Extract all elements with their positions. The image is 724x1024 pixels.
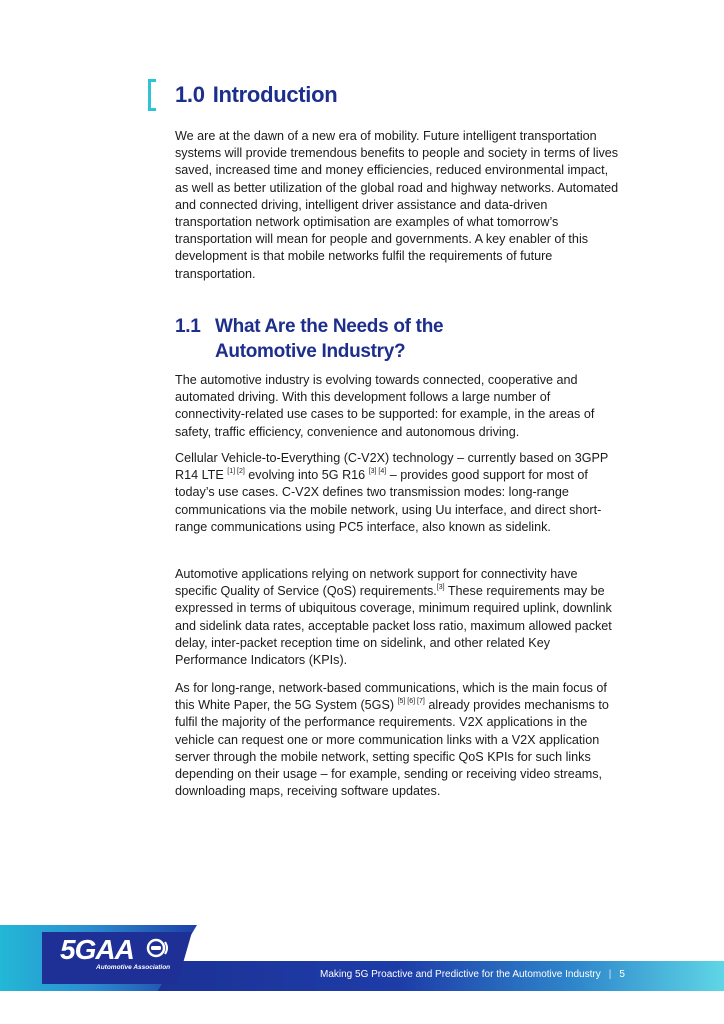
- section-title: Introduction: [212, 82, 338, 107]
- paragraph-text: Automotive applications relying on network support for connectivity have specific Quality of Service (QoS) requirements.: [175, 567, 578, 599]
- paragraph-text: These requirements may be expressed in terms of ubiquitous coverage, minimum required uplink, downlink and sidelink data rates, acceptable packet loss ratio, maximum allowed packet delay, inter-packet reception time on sidelink, and other related Key Performance Indicators (KPIs).: [175, 584, 612, 668]
- reference-marker: [3] [4]: [368, 468, 387, 476]
- paragraph-text: evolving into 5G R16: [244, 468, 369, 483]
- reference-marker: [3]: [436, 584, 445, 592]
- page-number: 5: [619, 969, 625, 980]
- section-number: 1.0: [175, 82, 205, 107]
- subsection-number: 1.1: [175, 316, 201, 337]
- paragraph-automotive-evolution: The automotive industry is evolving towards connected, cooperative and automated driving. With this development follows a large number of connectivity-related use cases to be supported: for example, in the areas of safety, traffic efficiency, convenience and autonomous driving.: [175, 373, 595, 439]
- subsection-title-line1: What Are the Needs of the: [215, 316, 444, 337]
- paragraph-5g-system: [175, 680, 620, 800]
- logo: 5GAA: [60, 934, 134, 965]
- logo-subtitle: Automotive Association: [96, 964, 171, 971]
- heading-bracket: [148, 79, 156, 111]
- paragraph-text: already provides mechanisms to fulfil the majority of the performance requirements. V2X applications in the vehicle can request one or more communication links with a V2X application server through the mobile network, setting specific QoS KPIs for such links depending on their usage – for example, sending or receiving video streams, downloading maps, receiving software updates.: [175, 698, 609, 799]
- reference-marker: [1] [2]: [227, 468, 245, 476]
- paragraph-text: As for long-range, network-based communications, which is the main focus of this White Paper, the 5G System (5GS): [175, 681, 607, 713]
- footer-caption: [320, 969, 625, 980]
- document-title: Making 5G Proactive and Predictive for the Automotive Industry: [320, 969, 601, 980]
- footer-separator: |: [608, 969, 612, 980]
- subsection-title-line2: Automotive Industry?: [215, 341, 406, 362]
- paragraph-text: Cellular Vehicle-to-Everything (C-V2X) technology – currently based on 3GPP R14 LTE: [175, 451, 609, 483]
- paragraph-qos-requirements: [175, 566, 620, 669]
- intro-paragraph: We are at the dawn of a new era of mobility. Future intelligent transportation systems will provide tremendous benefits to people and society in terms of lives saved, increased time and money efficiencies, reduced environmental impact, as well as better utilization of the global road and highway networks. Automated and connected driving, intelligent driver assistance and data-driven transportation network optimisation are examples of what tomorrow’s transportation will mean for people and governments. A key enabler of this development is that mobile networks fulfil the requirements of future transportation.: [175, 129, 619, 281]
- section-heading: [175, 82, 337, 108]
- reference-marker: [5] [6] [7]: [397, 698, 425, 706]
- paragraph-cv2x: [175, 450, 620, 536]
- paragraph-text: – provides good support for most of today’s use cases. C-V2X defines two transmission modes: long-range communications via the mobile network, using Uu interface, and direct short-range communications using PC5 interface, also known as sidelink.: [175, 468, 602, 534]
- car-signal-icon: [146, 938, 170, 958]
- subsection-heading: [175, 314, 443, 364]
